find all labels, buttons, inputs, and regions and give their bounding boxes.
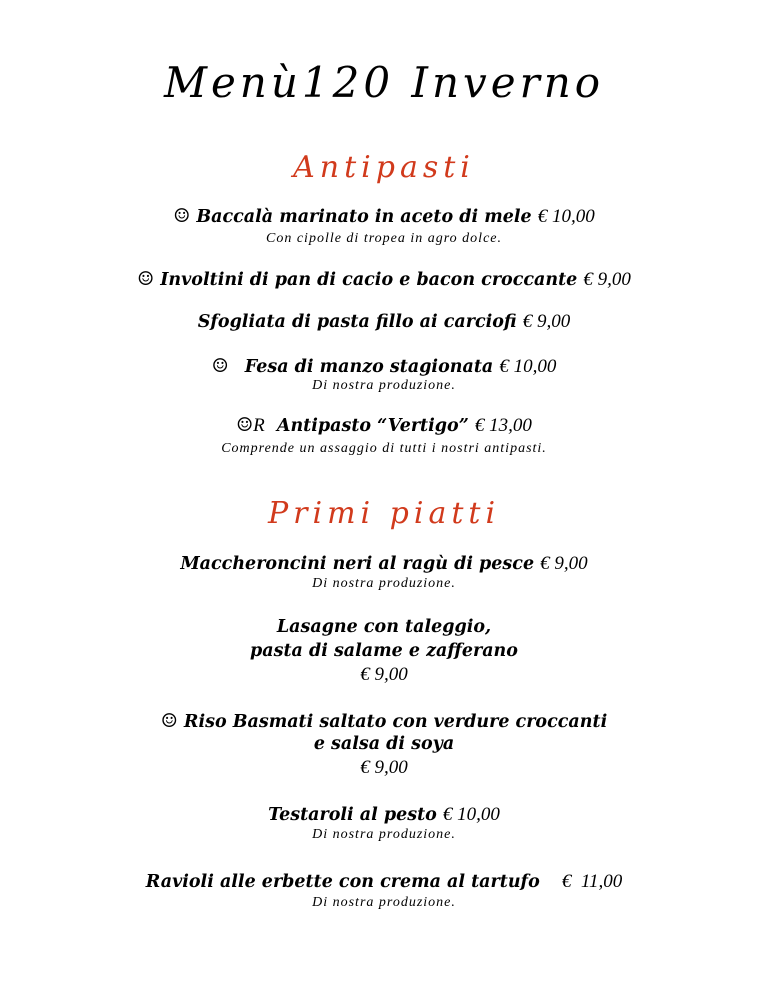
dish-testaroli xyxy=(0,804,768,826)
dish-name: Riso Basmati saltato con verdure croccanti xyxy=(183,712,608,732)
dish-name: Antipasto “Vertigo” xyxy=(276,416,469,436)
dish-name: Maccheroncini neri al ragù di pesce xyxy=(180,554,535,574)
smiley-icon: ☺ xyxy=(211,355,229,377)
dish-name: Testaroli al pesto xyxy=(268,805,437,825)
dish-sfogliata xyxy=(0,311,768,333)
dish-ravioli xyxy=(0,871,768,893)
dish-price: € 9,00 xyxy=(522,311,571,332)
dish-price: € 10,00 xyxy=(442,804,500,825)
dish-fesa xyxy=(0,355,768,378)
dish-price: € 11,00 xyxy=(561,871,623,892)
dish-price: € 10,00 xyxy=(537,206,595,227)
smiley-icon: ☺ xyxy=(137,268,155,290)
dish-note: Con cipolle di tropea in agro dolce. xyxy=(266,231,502,246)
dish-price: € 9,00 xyxy=(540,553,588,574)
dish-maccheroncini xyxy=(0,553,768,575)
dish-name: Sfogliata di pasta fillo ai carciofi xyxy=(197,312,517,332)
dish-lasagne-line-2: pasta di salame e zafferano xyxy=(250,641,518,661)
section-heading-primi: Primi piatti xyxy=(267,496,501,531)
mark-r: R xyxy=(253,415,265,436)
dish-note: Di nostra produzione. xyxy=(312,378,456,393)
dish-antipasto-vertigo xyxy=(0,414,768,437)
dish-name: Ravioli alle erbette con crema al tartufo xyxy=(145,872,540,892)
dish-involtini xyxy=(0,268,768,291)
section-heading-antipasti: Antipasti xyxy=(293,150,475,185)
dish-price: € 9,00 xyxy=(360,664,408,685)
dish-riso-line-1 xyxy=(0,710,768,732)
smiley-icon: ☺ xyxy=(173,205,191,227)
dish-note: Comprende un assaggio di tutti i nostri antipasti. xyxy=(221,441,547,456)
smiley-icon: ☺ xyxy=(236,414,254,436)
dish-lasagne-line-1: Lasagne con taleggio, xyxy=(276,617,492,637)
dish-baccala xyxy=(0,205,768,228)
dish-price: € 9,00 xyxy=(583,269,631,290)
dish-note: Di nostra produzione. xyxy=(312,895,456,910)
menu-title: Menù120 Inverno xyxy=(163,58,605,107)
dish-name: Baccalà marinato in aceto di mele xyxy=(196,207,532,227)
dish-name: Involtini di pan di cacio e bacon croccante xyxy=(160,270,578,290)
dish-riso-line-2: e salsa di soya xyxy=(313,734,455,754)
dish-note: Di nostra produzione. xyxy=(312,576,456,591)
smiley-icon: ☺ xyxy=(160,710,178,732)
dish-price: € 10,00 xyxy=(499,356,557,377)
dish-note: Di nostra produzione. xyxy=(312,827,456,842)
dish-name: Fesa di manzo stagionata xyxy=(244,357,494,377)
dish-price: € 9,00 xyxy=(360,757,408,778)
dish-price: € 13,00 xyxy=(474,415,532,436)
